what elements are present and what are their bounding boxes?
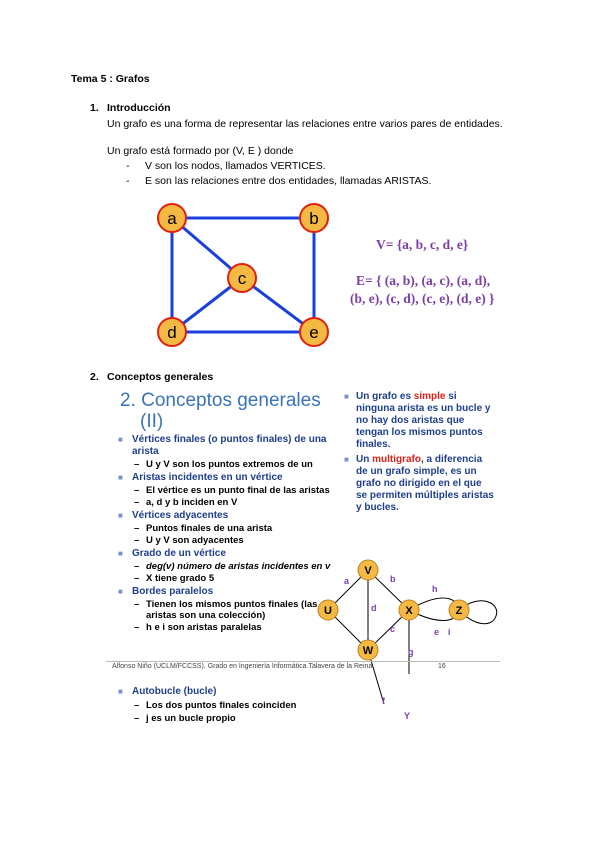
slide-title-subtitle: (II) xyxy=(140,411,164,432)
slide-bullet: Autobucle (bucle) xyxy=(132,686,217,697)
section2-title: Conceptos generales xyxy=(107,371,214,383)
slide-footer-rule xyxy=(106,661,500,662)
dash-icon: – xyxy=(134,622,140,633)
list-item-dash: - xyxy=(126,160,130,172)
dash-icon: – xyxy=(134,497,140,508)
list-item-edges: E son las relaciones entre dos entidades, llamadas ARISTAS. xyxy=(145,175,432,187)
node-label: Z xyxy=(455,605,463,617)
square-bullet-icon: ■ xyxy=(118,687,123,696)
edge-label: b xyxy=(390,574,396,584)
slide-footer-text: Alfonso Niño (UCLM/FCCSS). Grado en Ingeniería Informática.Talavera de la Reina xyxy=(112,663,373,670)
edge-label: c xyxy=(390,624,396,634)
slide-sub-bullet: Los dos puntos finales coinciden xyxy=(146,700,297,711)
dash-icon: – xyxy=(134,523,140,534)
slide-sub-bullet: j es un bucle propio xyxy=(146,713,236,724)
document-heading: Tema 5 : Grafos xyxy=(71,73,150,85)
node-label: e xyxy=(309,323,319,342)
slide-sub-bullet: deg(v) número de aristas incidentes en v xyxy=(146,561,331,572)
square-bullet-icon: ■ xyxy=(118,549,123,558)
slide-sub-bullet: Puntos finales de una arista xyxy=(146,523,273,534)
square-bullet-icon: ■ xyxy=(118,587,123,596)
graph-diagram-2 xyxy=(306,554,500,704)
node-label: W xyxy=(362,645,374,657)
section1-title: Introducción xyxy=(107,102,171,114)
node-label: V xyxy=(364,565,372,577)
simple-graph-definition xyxy=(356,391,494,451)
dash-icon: – xyxy=(134,459,140,470)
slide-sub-bullet: X tiene grado 5 xyxy=(146,573,215,584)
slide-sub-bullet: El vértice es un punto final de las aristas xyxy=(146,485,330,496)
slide-page-number: 16 xyxy=(438,663,446,670)
node-label: b xyxy=(309,209,319,228)
node-label: X xyxy=(405,605,413,617)
slide-bullet: Grado de un vértice xyxy=(132,548,226,559)
slide-image xyxy=(106,384,500,734)
square-bullet-icon: ■ xyxy=(344,392,349,401)
graph-diagram-1 xyxy=(150,198,340,354)
slide-sub-bullet: U y V son adyacentes xyxy=(146,535,244,546)
square-bullet-icon: ■ xyxy=(344,455,349,464)
edge-label: a xyxy=(344,576,350,586)
vertex-set: V= {a, b, c, d, e} xyxy=(376,237,469,252)
slide-bullet: Aristas incidentes en un vértice xyxy=(132,472,283,483)
keyword-simple: simple xyxy=(413,391,446,402)
slide-title: 2. Conceptos generales xyxy=(120,390,321,411)
slide-bullet: Bordes paralelos xyxy=(132,586,214,597)
edge-label: i xyxy=(448,627,451,637)
slide-right-column xyxy=(344,391,494,514)
section1-paragraph: Un grafo es una forma de representar las relaciones entre varios pares de entidades. xyxy=(107,118,503,130)
slide-loop-section xyxy=(118,686,338,724)
dash-icon: – xyxy=(134,535,140,546)
keyword-multigrafo: multigrafo xyxy=(372,454,421,465)
slide-bullet: Vértices adyacentes xyxy=(132,510,229,521)
edge-label: Y xyxy=(404,711,411,721)
square-bullet-icon: ■ xyxy=(118,511,123,520)
definition-text: Un xyxy=(356,454,373,465)
dash-icon: – xyxy=(134,561,140,572)
slide-sub-bullet: Tienen los mismos puntos finales (las aristas son una colección) xyxy=(146,599,318,621)
edge-label: h xyxy=(432,584,438,594)
edge-set-line2: (b, e), (c, d), (c, e), (d, e) } xyxy=(350,291,495,306)
dash-icon: – xyxy=(134,599,140,610)
edge-label: g xyxy=(408,647,414,657)
slide-sub-bullet: h e i son aristas paralelas xyxy=(146,622,262,633)
edge-set-line1: E= { (a, b), (a, c), (a, d), xyxy=(356,273,491,288)
square-bullet-icon: ■ xyxy=(118,473,123,482)
list-item-dash: - xyxy=(126,175,130,187)
edge-label: e xyxy=(434,627,440,637)
slide-bullet: Vértices finales (o puntos finales) de una arista xyxy=(132,434,327,457)
slide-sub-bullet: a, d y b inciden en V xyxy=(146,497,238,508)
definition-text: , a diferencia de un grafo simple, es un grafo no dirigido en el que se permiten múltiples aristas y bucles. xyxy=(356,454,494,513)
slide-left-column xyxy=(118,434,330,633)
multigraph-definition xyxy=(356,454,494,514)
node-label: U xyxy=(324,605,332,617)
section2-number: 2. xyxy=(90,371,99,383)
node-label: d xyxy=(167,323,177,342)
definition-text: si ninguna arista es un bucle y no hay dos aristas que tengan los mismos puntos finales. xyxy=(356,391,491,450)
edge-label: f xyxy=(382,696,385,706)
node-label: a xyxy=(167,209,177,228)
list-item-vertices: V son los nodos, llamados VERTICES. xyxy=(145,160,326,172)
dash-icon: – xyxy=(134,485,140,496)
edge-label: d xyxy=(371,603,377,613)
definition-text: Un grafo es xyxy=(356,391,414,402)
dash-icon: – xyxy=(134,713,140,724)
slide-sub-bullet: U y V son los puntos extremos de un xyxy=(146,459,313,470)
node-label: c xyxy=(237,269,247,288)
dash-icon: – xyxy=(134,573,140,584)
dash-icon: – xyxy=(134,700,140,711)
section1-number: 1. xyxy=(90,102,99,114)
square-bullet-icon: ■ xyxy=(118,435,123,444)
section1-definition: Un grafo está formado por (V, E ) donde xyxy=(107,145,294,157)
